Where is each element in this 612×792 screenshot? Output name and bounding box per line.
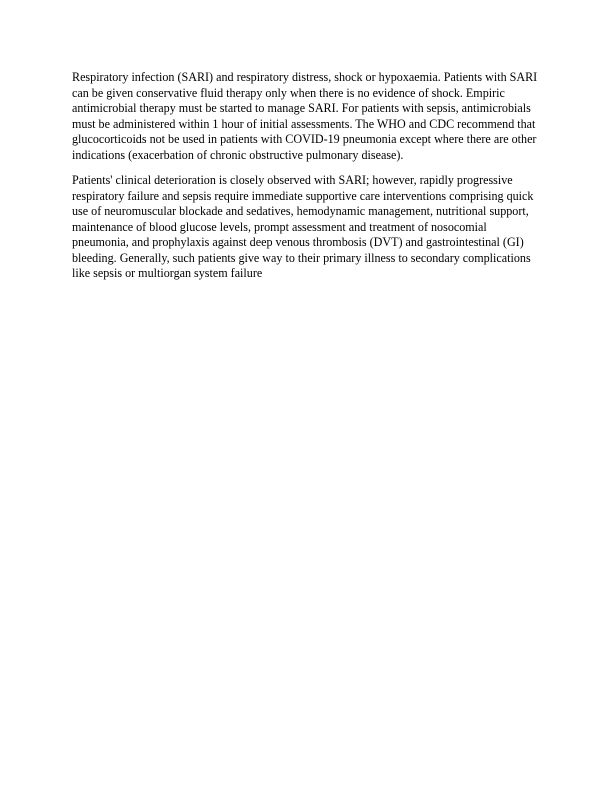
text-line: respiratory failure and sepsis require immediate supportive care interventions comprising quick [72,188,534,203]
paragraph-2 [72,173,552,282]
document-page [72,70,552,292]
text-line: bleeding. Generally, such patients give way to their primary illness to secondary complications [72,250,531,265]
paragraph-1 [72,70,552,163]
text-line: pneumonia, and prophylaxis against deep venous thrombosis (DVT) and gastrointestinal (GI) [72,235,524,249]
text-line: indications (exacerbation of chronic obstructive pulmonary disease). [72,147,404,162]
text-line: use of neuromuscular blockade and sedatives, hemodynamic management, nutritional support, [72,204,529,218]
text-line: glucocorticoids not be used in patients with COVID-19 pneumonia except where there are other [72,132,537,146]
text-line: Patients' clinical deterioration is closely observed with SARI; however, rapidly progressive [72,173,513,187]
text-line: like sepsis or multiorgan system failure [72,266,263,280]
text-line: maintenance of blood glucose levels, prompt assessment and treatment of nosocomial [72,219,487,234]
text-line: can be given conservative fluid therapy only when there is no evidence of shock. Empiric [72,85,505,100]
text-line: must be administered within 1 hour of initial assessments. The WHO and CDC recommend that [72,116,536,131]
text-line: Respiratory infection (SARI) and respiratory distress, shock or hypoxaemia. Patients with SARI [72,70,538,84]
text-line: antimicrobial therapy must be started to manage SARI. For patients with sepsis, antimicrobials [72,101,531,115]
